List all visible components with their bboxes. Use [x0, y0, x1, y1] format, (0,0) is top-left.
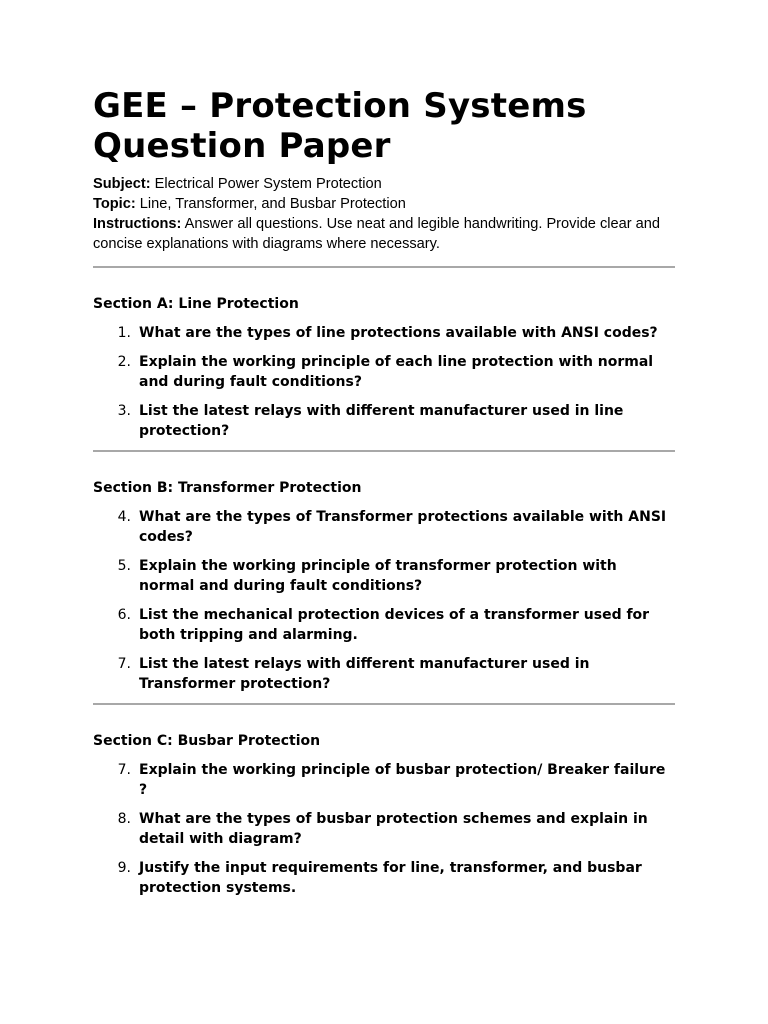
question-number: 7. [117, 762, 131, 778]
divider [93, 703, 675, 705]
question-item [93, 401, 675, 441]
question-number: 2. [117, 354, 131, 370]
instructions-line [93, 214, 675, 254]
question-text: List the mechanical protection devices of a transformer used for both tripping and alarming. [139, 607, 650, 643]
question-item [93, 507, 675, 547]
question-number: 5. [117, 558, 131, 574]
question-text: Explain the working principle of each line protection with normal and during fault conditions? [139, 354, 654, 390]
question-number: 1. [117, 325, 131, 341]
divider [93, 450, 675, 452]
paper-meta [93, 174, 675, 254]
question-item [93, 605, 675, 645]
question-text: Explain the working principle of busbar protection/ Breaker failure ? [139, 762, 666, 798]
subject-line [93, 174, 675, 194]
question-text: List the latest relays with different manufacturer used in line protection? [139, 403, 624, 439]
question-item [93, 556, 675, 596]
section-c-questions [93, 760, 675, 898]
question-text: List the latest relays with different manufacturer used in Transformer protection? [139, 656, 590, 692]
page-title: GEE – Protection Systems Question Paper [93, 86, 587, 166]
section-b-title: Section B: Transformer Protection [93, 480, 362, 496]
section-c-title: Section C: Busbar Protection [93, 733, 321, 749]
question-number: 3. [117, 403, 131, 419]
question-item [93, 654, 675, 694]
instructions-label: Instructions: [93, 216, 182, 232]
section-a-title: Section A: Line Protection [93, 296, 299, 312]
topic-value: Line, Transformer, and Busbar Protection [135, 196, 406, 212]
topic-line [93, 194, 675, 214]
question-text: What are the types of busbar protection schemes and explain in detail with diagram? [139, 811, 648, 847]
question-number: 9. [117, 860, 131, 876]
question-number: 7. [117, 656, 131, 672]
question-item [93, 352, 675, 392]
question-item [93, 809, 675, 849]
section-b-questions [93, 507, 675, 694]
question-item [93, 323, 675, 343]
question-text: What are the types of Transformer protections available with ANSI codes? [139, 509, 667, 545]
question-item [93, 858, 675, 898]
question-paper [93, 86, 675, 907]
question-number: 4. [117, 509, 131, 525]
divider [93, 266, 675, 268]
question-text: What are the types of line protections available with ANSI codes? [139, 325, 658, 341]
question-item [93, 760, 675, 800]
topic-label: Topic: [93, 196, 136, 212]
instructions-value: Answer all questions. Use neat and legible handwriting. Provide clear and concise explanations with diagrams where necessary. [93, 216, 661, 252]
question-number: 6. [117, 607, 131, 623]
question-text: Explain the working principle of transformer protection with normal and during fault conditions? [139, 558, 617, 594]
subject-label: Subject: [93, 176, 151, 192]
section-a-questions [93, 323, 675, 441]
subject-value: Electrical Power System Protection [150, 176, 382, 192]
question-text: Justify the input requirements for line, transformer, and busbar protection systems. [139, 860, 642, 896]
question-number: 8. [117, 811, 131, 827]
